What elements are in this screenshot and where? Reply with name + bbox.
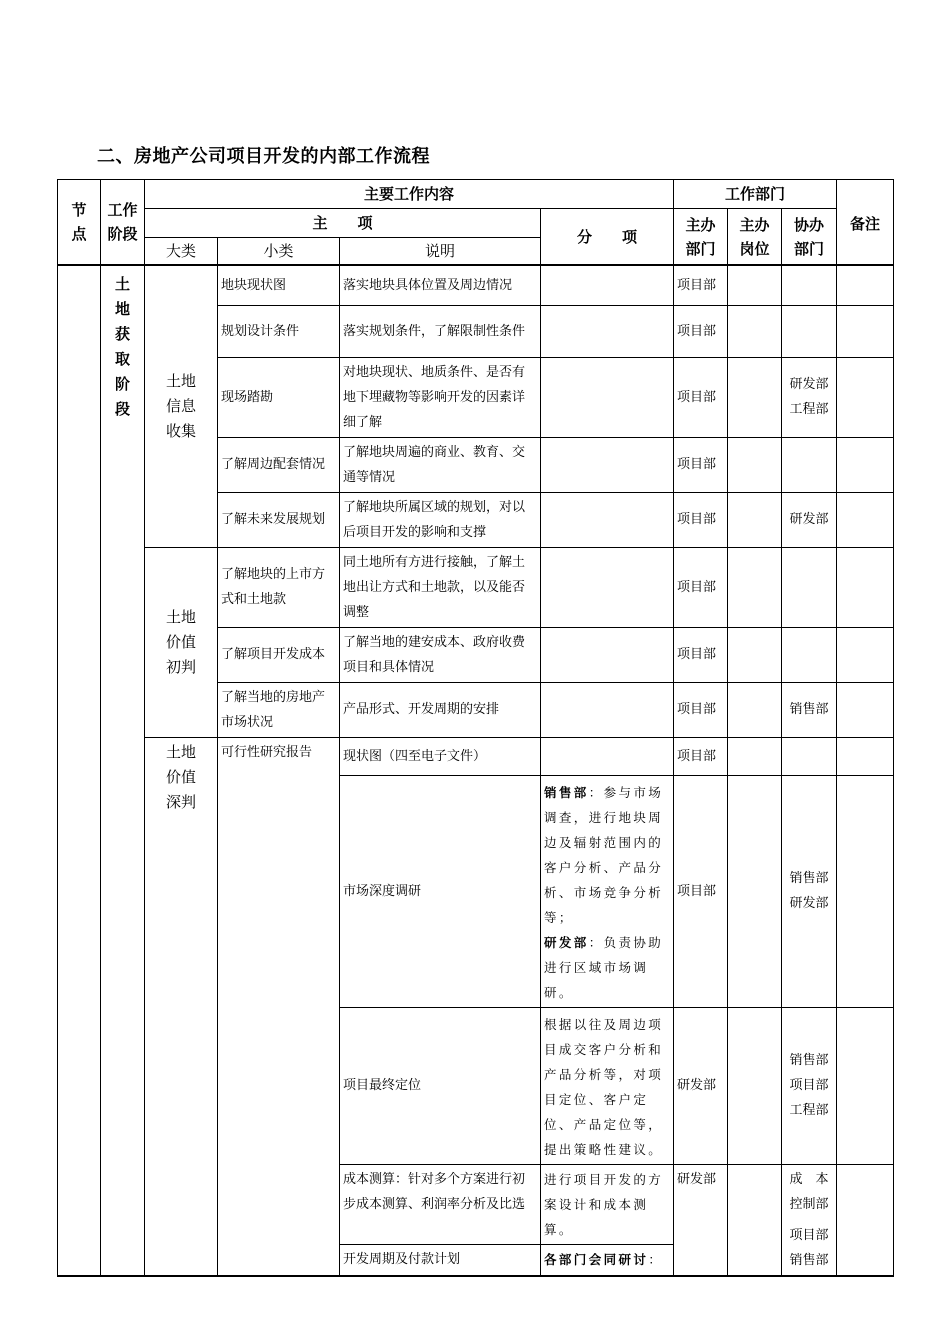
- sub-cell: [541, 437, 674, 492]
- host-cell: 项目部: [674, 305, 728, 357]
- header-major: 大类: [145, 238, 218, 266]
- assist-dept-name: 销售部: [789, 1053, 829, 1068]
- page-title: 二、房地产公司项目开发的内部工作流程: [97, 146, 430, 167]
- host-cell: 项目部: [674, 682, 728, 737]
- assist-cell: [782, 437, 837, 492]
- desc-cell: 了解当地的建安成本、政府收费项目和具体情况: [340, 627, 541, 682]
- header-host-post: 主办岗位: [728, 209, 782, 266]
- assist-dept-name: 工程部: [789, 402, 829, 417]
- sub-cell: [541, 775, 674, 1007]
- post-cell: [728, 547, 782, 627]
- minor-cell: 了解地块的上市方式和土地款: [218, 547, 340, 627]
- category-value-init: [145, 547, 218, 737]
- header-main-work: 主要工作内容: [145, 180, 674, 209]
- table-row: [58, 265, 894, 305]
- post-cell: [728, 357, 782, 437]
- sub-label-rd: 研发部: [544, 934, 589, 950]
- remark-cell: [837, 775, 894, 1007]
- host-cell: 研发部: [674, 1007, 728, 1164]
- sub-cell: [541, 357, 674, 437]
- header-row-2: [58, 209, 894, 238]
- remark-cell: [837, 547, 894, 627]
- remark-cell: [837, 357, 894, 437]
- assist-cell: [782, 627, 837, 682]
- desc-cell: 项目最终定位: [340, 1007, 541, 1164]
- host-cell: 项目部: [674, 492, 728, 547]
- sub-cell: [541, 492, 674, 547]
- assist-dept-name: 工程部: [789, 1103, 829, 1118]
- assist-cell: [782, 357, 837, 437]
- category-value-init-label: 土地价值初判: [165, 607, 196, 676]
- assist-cell: [782, 547, 837, 627]
- node-cell: [58, 265, 101, 1276]
- assist-dept-name: 研发部: [789, 377, 829, 392]
- desc-cell: 产品形式、开发周期的安排: [340, 682, 541, 737]
- assist-cell: [782, 265, 837, 305]
- post-cell: [728, 627, 782, 682]
- minor-cell: 了解项目开发成本: [218, 627, 340, 682]
- minor-cell: 现场踏勘: [218, 357, 340, 437]
- assist-cell: [782, 1007, 837, 1164]
- sub-text: ：: [648, 1252, 664, 1268]
- category-value-deep-label: 土地价值深判: [165, 742, 196, 811]
- desc-cell: 现状图（四至电子文件）: [340, 737, 541, 775]
- sub-label-all-depts: 各部门会同研讨: [544, 1252, 649, 1268]
- sub-cell: 进行项目开发的方案设计和成本测算。: [541, 1164, 674, 1244]
- desc-cell: 开发周期及付款计划: [340, 1244, 541, 1275]
- minor-cell: 了解周边配套情况: [218, 437, 340, 492]
- post-cell: [728, 775, 782, 1007]
- assist-cell: [782, 737, 837, 775]
- table-row: [58, 737, 894, 775]
- remark-cell: [837, 265, 894, 305]
- header-sub-item: 分 项: [541, 209, 674, 266]
- desc-cell: 同土地所有方进行接触，了解土地出让方式和土地款，以及能否调整: [340, 547, 541, 627]
- sub-cell: [541, 305, 674, 357]
- post-cell: [728, 1164, 782, 1276]
- header-node: 节点: [58, 180, 101, 266]
- host-cell: 研发部: [674, 1164, 728, 1276]
- header-remarks: 备注: [837, 180, 894, 266]
- desc-cell: 落实规划条件，了解限制性条件: [340, 305, 541, 357]
- post-cell: [728, 492, 782, 547]
- assist-dept-name: 研发部: [789, 896, 829, 911]
- header-stage: 工作阶段: [101, 180, 145, 266]
- minor-cell: 规划设计条件: [218, 305, 340, 357]
- header-row-1: [58, 180, 894, 209]
- table-row: [58, 547, 894, 627]
- remark-cell: [837, 1007, 894, 1164]
- post-cell: [728, 437, 782, 492]
- post-cell: [728, 305, 782, 357]
- header-description: 说明: [340, 238, 541, 266]
- assist-dept-name: 销售部: [789, 871, 829, 886]
- desc-cell: 了解地块周遍的商业、教育、交通等情况: [340, 437, 541, 492]
- sub-cell: [541, 627, 674, 682]
- desc-cell: 市场深度调研: [340, 775, 541, 1007]
- minor-cell: 了解当地的房地产市场状况: [218, 682, 340, 737]
- host-cell: 项目部: [674, 547, 728, 627]
- assist-dept-name: 项目部: [789, 1078, 829, 1093]
- desc-cell: 了解地块所属区域的规划，对以后项目开发的影响和支撑: [340, 492, 541, 547]
- sub-text: ：参与市场调查，进行地块周边及辐射范围内的客户分析、产品分析、市场竞争分析等；: [544, 784, 664, 925]
- category-info-label: 土地信息收集: [165, 371, 196, 440]
- stage-cell: [101, 265, 145, 1276]
- category-info: [145, 265, 218, 547]
- minor-cell: 了解未来发展规划: [218, 492, 340, 547]
- sub-label-sales: 销售部: [544, 784, 589, 800]
- post-cell: [728, 737, 782, 775]
- assist-dept-name: 销售部: [789, 1252, 829, 1268]
- remark-cell: [837, 437, 894, 492]
- minor-cell: 可行性研究报告: [218, 737, 340, 1276]
- header-departments: 工作部门: [674, 180, 837, 209]
- stage-name: 土地获取阶段: [114, 275, 130, 418]
- assist-dept-name: 项目部: [789, 1227, 829, 1243]
- remark-cell: [837, 492, 894, 547]
- assist-dept-name: 控制部: [789, 1196, 829, 1212]
- header-main-item: 主 项: [145, 209, 541, 238]
- host-cell: 项目部: [674, 775, 728, 1007]
- assist-cell: [782, 1164, 837, 1276]
- host-cell: 项目部: [674, 357, 728, 437]
- minor-cell: 地块现状图: [218, 265, 340, 305]
- workflow-table: [57, 179, 894, 1277]
- sub-cell: [541, 1244, 674, 1275]
- sub-cell: [541, 737, 674, 775]
- sub-text: ：负责协助进行区域市场调研。: [544, 934, 664, 1000]
- header-assist-dept: 协办部门: [782, 209, 837, 266]
- post-cell: [728, 682, 782, 737]
- sub-cell: [541, 265, 674, 305]
- desc-cell: 对地块现状、地质条件、是否有地下埋藏物等影响开发的因素详细了解: [340, 357, 541, 437]
- remark-cell: [837, 682, 894, 737]
- remark-cell: [837, 305, 894, 357]
- assist-dept-name: 成 本: [789, 1171, 829, 1187]
- post-cell: [728, 265, 782, 305]
- assist-cell: [782, 775, 837, 1007]
- host-cell: 项目部: [674, 627, 728, 682]
- sub-cell: 根据以往及周边项目成交客户分析和产品分析等，对项目定位、客户定位、产品定位等，提出策略性建议。: [541, 1007, 674, 1164]
- assist-cell: 研发部: [782, 492, 837, 547]
- header-minor: 小类: [218, 238, 340, 266]
- header-host-dept: 主办部门: [674, 209, 728, 266]
- sub-cell: [541, 547, 674, 627]
- host-cell: 项目部: [674, 437, 728, 492]
- desc-cell: 落实地块具体位置及周边情况: [340, 265, 541, 305]
- category-value-deep: [145, 737, 218, 1276]
- assist-cell: 销售部: [782, 682, 837, 737]
- sub-cell: [541, 682, 674, 737]
- remark-cell: [837, 627, 894, 682]
- host-cell: 项目部: [674, 737, 728, 775]
- assist-cell: [782, 305, 837, 357]
- remark-cell: [837, 1164, 894, 1276]
- post-cell: [728, 1007, 782, 1164]
- host-cell: 项目部: [674, 265, 728, 305]
- remark-cell: [837, 737, 894, 775]
- desc-cell: 成本测算：针对多个方案进行初步成本测算、利润率分析及比选: [340, 1164, 541, 1244]
